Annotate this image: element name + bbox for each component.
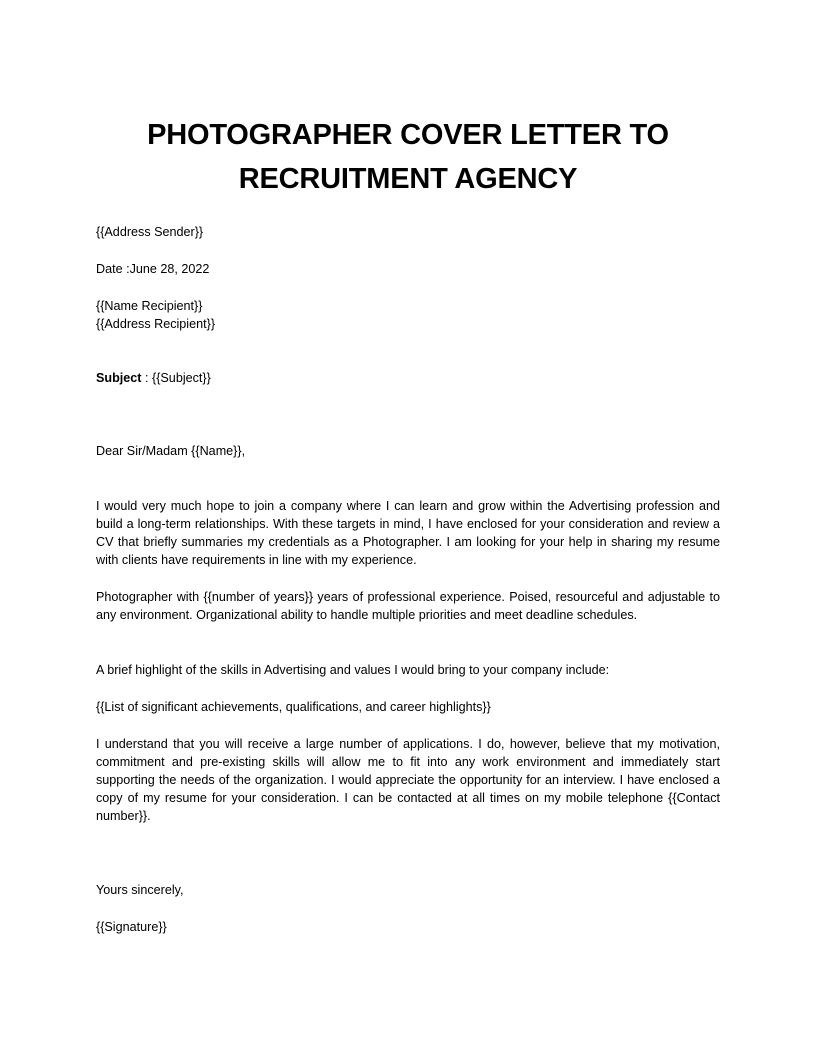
address-recipient: {{Address Recipient}} bbox=[96, 317, 216, 331]
name-recipient: {{Name Recipient}} bbox=[96, 299, 203, 313]
body-paragraph-5: I understand that you will receive a large number of applications. I do, however, believe that my motivation, commitment and pre-existing skills will allow me to fit into any work environment and immediately start supporting the needs of the organization. I would appreciate the opportunity for an interview. I have enclosed a copy of my resume for your consideration. I can be contacted at all times on my mobile telephone {{Contact number}}. bbox=[96, 737, 720, 824]
subject-label: Subject bbox=[96, 371, 142, 385]
closing: Yours sincerely, bbox=[96, 883, 184, 897]
subject-line bbox=[96, 369, 211, 387]
body-paragraph-2: Photographer with {{number of years}} years of professional experience. Poised, resourceful and adjustable to any environment. Organizational ability to handle multiple priorities and meet deadline schedules. bbox=[96, 590, 720, 623]
body-paragraph-1: I would very much hope to join a company where I can learn and grow within the Advertising profession and build a long-term relationships. With these targets in mind, I have enclosed for your consideration and review a CV that briefly summaries my credentials as a Photographer. I am looking for your help in sharing my resume with clients have requirements in line with my experience. bbox=[96, 499, 720, 568]
body-paragraph-3: A brief highlight of the skills in Advertising and values I would bring to your company include: bbox=[96, 663, 610, 677]
signature: {{Signature}} bbox=[96, 920, 167, 934]
title-line-1: PHOTOGRAPHER COVER LETTER TO bbox=[147, 119, 669, 151]
address-sender: {{Address Sender}} bbox=[96, 225, 204, 239]
subject-value: : {{Subject}} bbox=[141, 371, 211, 385]
body-paragraph-4: {{List of significant achievements, qualifications, and career highlights}} bbox=[96, 700, 491, 714]
letter-date: Date :June 28, 2022 bbox=[96, 262, 210, 276]
salutation: Dear Sir/Madam {{Name}}, bbox=[96, 444, 246, 458]
page-title bbox=[96, 113, 720, 201]
title-line-2: RECRUITMENT AGENCY bbox=[238, 163, 578, 195]
